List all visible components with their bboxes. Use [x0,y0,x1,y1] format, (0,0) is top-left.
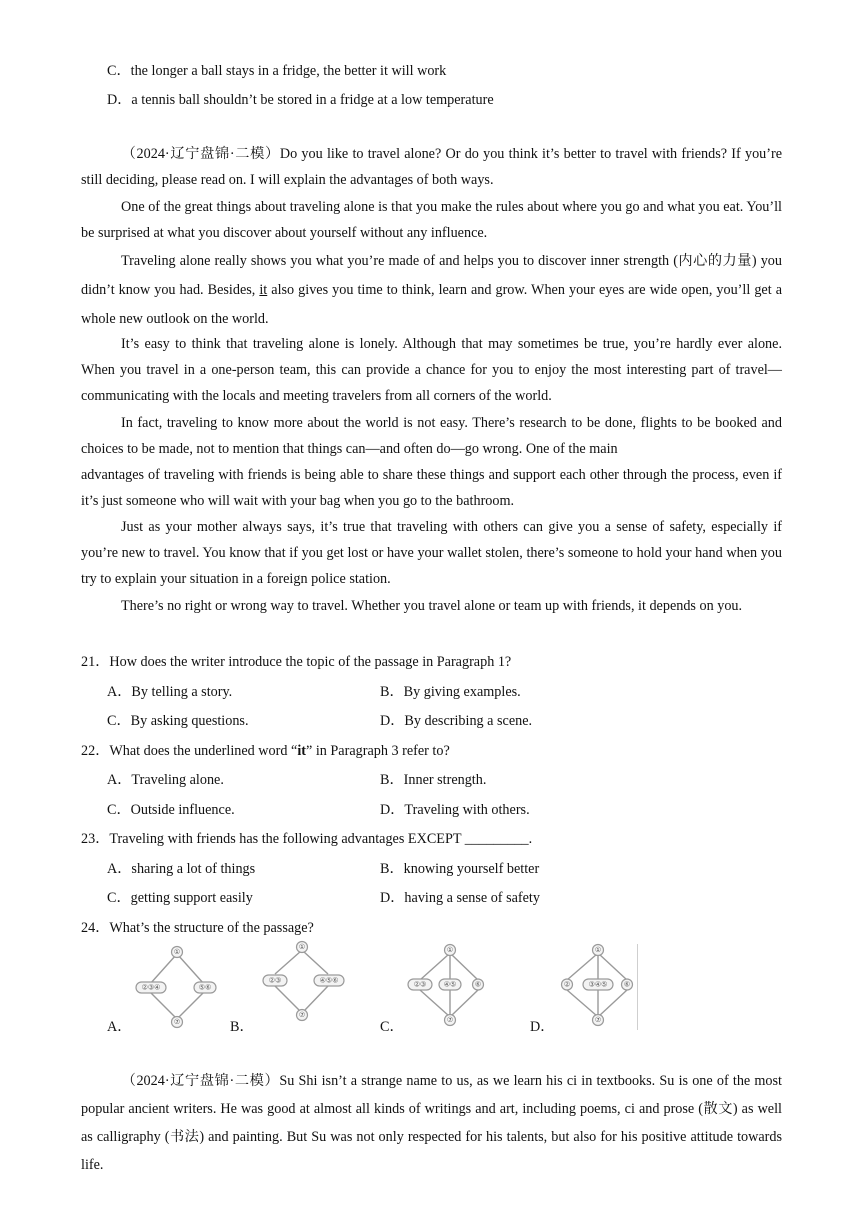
q23-option-d[interactable]: D．having a sense of safety [380,890,540,906]
q24-option-b-label[interactable]: B． [230,1019,254,1035]
q23-option-c[interactable]: C．getting support easily [107,890,253,906]
svg-text:⑥: ⑥ [623,980,631,989]
q22-option-b[interactable]: B．Inner strength. [380,772,487,788]
svg-text:⑦: ⑦ [446,1016,454,1024]
question-21-stem: 21．How does the writer introduce the topic of the passage in Paragraph 1? [81,654,512,670]
passage2-source: （2024·辽宁盘锦·二模） [121,1073,280,1089]
q21-option-b[interactable]: B．By giving examples. [380,684,521,700]
svg-text:⑤⑥: ⑤⑥ [198,983,212,992]
q23-option-a[interactable]: A．sharing a lot of things [107,861,256,877]
diagram-a-node-right [194,982,216,993]
svg-text:③④⑤: ③④⑤ [588,980,608,989]
question-23-stem: 23．Traveling with friends has the following advantages EXCEPT _________. [81,831,533,847]
passage1-paragraph-7 [81,593,782,619]
diagram-a-node-bottom [172,1017,183,1028]
passage1-p5a-text: In fact, traveling to know more about the world is not easy. There’s research to be done, flights to be booked and choices to be made, not to mention that things can—and often do—go wrong. One of the main [81,415,782,458]
passage1-p2-text: One of the great things about traveling alone is that you make the rules about where you go and what you eat. You’ll be surprised at what you discover about yourself without any influence. [81,199,782,242]
prev-option-d: D．a tennis ball shouldn’t be stored in a fridge at a low temperature [107,92,494,108]
svg-text:⑦: ⑦ [594,1016,602,1024]
diagram-c-node-right [473,979,484,990]
q21-option-a[interactable]: A．By telling a story. [107,684,233,700]
diagram-c-node-top [445,945,456,956]
passage1-paragraph-3 [81,247,782,334]
passage1-paragraph-2 [81,194,782,246]
passage2-paragraph-1 [81,1067,782,1179]
diagram-d-node-mid [583,979,613,990]
q22-option-a[interactable]: A．Traveling alone. [107,772,224,788]
q22-stem-before: 22．What does the underlined word “ [81,743,298,759]
svg-text:①: ① [298,943,306,951]
structure-diagram-c[interactable] [405,942,495,1030]
diagram-b-node-top [297,942,308,953]
passage1-source: （2024·辽宁盘锦·二模） [121,146,280,162]
svg-text:②③: ②③ [413,980,427,989]
passage1-p5b-text: advantages of traveling with friends is being able to share these things and support each other through the process, even if it’s just someone who will wait with your bag when you go to the bathroom. [81,467,782,510]
passage1-p3-after: also gives you time to think, learn and grow. When your eyes are wide open, you’ll get a whole new outlook on the world. [81,282,783,327]
passage1-paragraph-6 [81,514,782,593]
svg-text:①: ① [446,946,454,954]
svg-text:⑥: ⑥ [474,980,482,989]
q24-option-d-label[interactable]: D． [530,1019,555,1035]
svg-text:⑦: ⑦ [298,1011,306,1019]
q21-option-c[interactable]: C．By asking questions. [107,713,249,729]
prev-option-c: C．the longer a ball stays in a fridge, the better it will work [107,63,447,79]
svg-text:①: ① [594,946,602,954]
q23-option-b[interactable]: B．knowing yourself better [380,861,540,877]
diagram-d-node-right [622,979,633,990]
diagram-a-node-top [172,947,183,958]
passage1-p6-text: Just as your mother always says, it’s true that traveling with others can give you a sense of safety, especially if you’re new to travel. You know that if you get lost or have your wallet stolen, there’s someone to hold your hand when you try to explain your situation in a foreign police station. [81,519,782,588]
svg-text:①: ① [173,948,181,956]
question-22-stem [81,740,450,760]
passage1-paragraph-1 [81,141,782,193]
svg-text:④⑤⑥: ④⑤⑥ [319,976,339,985]
diagram-c-node-bottom [445,1015,456,1026]
passage1-p4-text: It’s easy to think that traveling alone is lonely. Although that may sometimes be true, you’re hardly ever alone. When you travel in a one-person team, this can provide a chance for you to enjoy the most interesting part of travel—communicating with the locals and meeting travelers from all corners of the world. [81,336,782,405]
diagram-c-node-mid [439,979,461,990]
passage1-paragraph-5b [81,462,782,514]
passage1-paragraph-4 [81,331,782,410]
structure-diagram-b[interactable] [258,938,348,1024]
structure-diagram-d[interactable] [553,942,643,1030]
structure-diagram-a[interactable] [132,944,222,1030]
svg-text:②③: ②③ [268,976,282,985]
diagram-a-node-left [136,982,166,993]
q24-option-a-label[interactable]: A． [107,1019,132,1035]
passage2-p1-text: Su Shi isn’t a strange name to us, as we learn his ci in textbooks. Su is one of the most popular ancient writers. He was good at almost all kinds of writings and art, including poems, ci and prose (散文) as well as calligraphy (书法) and painting. But Su was not only respected for his talents, but also for his positive attitude towards life. [81,1073,782,1173]
diagram-b-node-left [263,975,287,986]
q22-option-d[interactable]: D．Traveling with others. [380,802,530,818]
passage1-p3-before: Traveling alone really shows you what you’re made of and helps you to discover inner strength (内心的力量) you didn’t know you had. Besides, [81,253,782,298]
q22-stem-after: ” in Paragraph 3 refer to? [305,743,450,759]
svg-text:②: ② [563,980,571,989]
underlined-word-it: it [259,282,268,298]
passage1-p1-text: Do you like to travel alone? Or do you think it’s better to travel with friends? If you’re still deciding, please read on. I will explain the advantages of both ways. [81,146,783,189]
passage1-p7-text: There’s no right or wrong way to travel. Whether you travel alone or team up with friends, it depends on you. [121,598,743,614]
diagram-d-node-left [562,979,573,990]
svg-text:②③④: ②③④ [141,983,161,992]
q21-option-d[interactable]: D．By describing a scene. [380,713,533,729]
passage1-paragraph-5a [81,410,782,462]
q22-option-c[interactable]: C．Outside influence. [107,802,235,818]
diagram-b-node-bottom [297,1010,308,1021]
svg-text:⑦: ⑦ [173,1018,181,1026]
diagram-c-node-left [408,979,432,990]
diagram-d-node-top [593,945,604,956]
diagram-b-node-right [314,975,344,986]
question-24-stem: 24．What’s the structure of the passage? [81,920,314,936]
diagram-d-node-bottom [593,1015,604,1026]
svg-text:④⑤: ④⑤ [443,980,457,989]
diagram-d-border [637,944,638,1030]
q24-option-c-label[interactable]: C． [380,1019,404,1035]
q22-stem-bold-word: it [297,743,306,759]
